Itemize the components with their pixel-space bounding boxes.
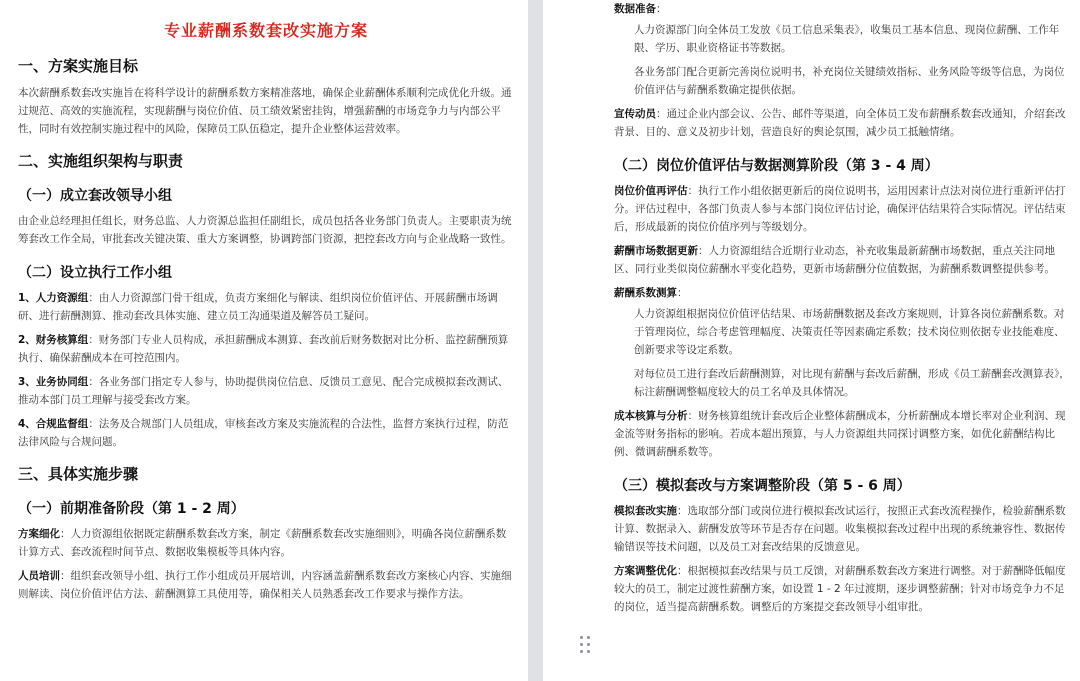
- item-key: 4、合规监督组: [18, 418, 89, 430]
- paragraph: 人力资源组根据岗位价值评估结果、市场薪酬数据及套改方案规则，计算各岗位薪酬系数。对于管理岗位，综合考虑管理幅度、决策责任等因素确定系数；技术岗位则依据专业技能难度、创新要求等设定系数。: [634, 308, 1065, 356]
- subsection-heading: （一）前期准备阶段（第 1 - 2 周）: [18, 501, 245, 517]
- list-item: [614, 502, 1070, 556]
- paragraph: 人力资源部门向全体员工发放《员工信息采集表》，收集员工基本信息、现岗位薪酬、工作年限、学历、职业资格证书等数据。: [634, 24, 1060, 54]
- list-item: [614, 182, 1070, 236]
- paragraph: 各业务部门配合更新完善岗位说明书，补充岗位关键绩效指标、业务风险等级等信息，为岗位价值评估与薪酬系数确定提供依据。: [634, 66, 1065, 96]
- subsection-heading: （二）设立执行工作小组: [18, 265, 172, 281]
- item-key: 薪酬系数测算: [614, 287, 677, 299]
- item-text: ：财务核算组统计套改后企业整体薪酬成本，分析薪酬成本增长率对企业利润、现金流等财务指标的影响。若成本超出预算，与人力资源组共同探讨调整方案，如优化薪酬结构比例、微调薪酬系数等。: [614, 410, 1066, 458]
- item-key: 方案细化: [18, 528, 60, 540]
- item-text: ：执行工作小组依据更新后的岗位说明书，运用因素计点法对岗位进行重新评估打分。评估过程中，各部门负责人参与本部门岗位评估讨论，确保评估结果符合实际情况。评估结束后，形成最新的岗位价值序列与等级划分。: [614, 185, 1066, 233]
- item-text: ：: [656, 3, 667, 15]
- paragraph: 由企业总经理担任组长，财务总监、人力资源总监担任副组长，成员包括各业务部门负责人。主要职责为统筹套改工作全局，审批套改关键决策、重大方案调整，协调跨部门资源，把控套改方向与企业战略一致性。: [18, 215, 512, 245]
- item-text: ：各业务部门指定专人参与，协助提供岗位信息、反馈员工意见、配合完成模拟套改测试、推动本部门员工理解与接受套改方案。: [18, 376, 509, 406]
- subsection-heading: （一）成立套改领导小组: [18, 188, 172, 204]
- list-item: [614, 242, 1070, 278]
- item-key: 2、财务核算组: [18, 334, 89, 346]
- item-key: 数据准备: [614, 3, 656, 15]
- item-key: 宣传动员: [614, 108, 656, 120]
- item-text: ：选取部分部门或岗位进行模拟套改试运行，按照正式套改流程操作，检验薪酬系数计算、数据录入、薪酬发放等环节是否存在问题。收集模拟套改过程中出现的系统兼容性、数据传输错误等技术问题，以及员工对套改结果的反馈意见。: [614, 505, 1066, 553]
- list-item: [18, 567, 514, 603]
- item-key: 成本核算与分析: [614, 410, 688, 422]
- list-item: [614, 407, 1070, 461]
- document-title: 专业薪酬系数套改实施方案: [163, 21, 368, 40]
- section-heading: 二、实施组织架构与职责: [18, 152, 184, 170]
- item-key: 1、人力资源组: [18, 292, 89, 304]
- item-text: ：根据模拟套改结果与员工反馈，对薪酬系数套改方案进行调整。对于薪酬降低幅度较大的员工，制定过渡性薪酬方案，如设置 1 - 2 年过渡期，逐步调整薪酬；针对市场竞争力不足的岗位，适当提高薪酬系数。调整后的方案提交套改领导小组审批。: [614, 565, 1066, 613]
- item-key: 人员培训: [18, 570, 60, 582]
- list-item: [18, 525, 514, 561]
- list-item: [18, 331, 514, 367]
- document-page-left: [0, 0, 528, 681]
- item-key: 薪酬市场数据更新: [614, 245, 698, 257]
- section-heading: 一、方案实施目标: [18, 57, 139, 75]
- item-text: ：组织套改领导小组、执行工作小组成员开展培训，内容涵盖薪酬系数套改方案核心内容、实施细则解读、岗位价值评估方法、薪酬测算工具使用等，确保相关人员熟悉套改工作要求与操作方法。: [18, 570, 512, 600]
- item-text: ：财务部门专业人员构成，承担薪酬成本测算、套改前后财务数据对比分析、监控薪酬预算执行、确保薪酬成本在可控范围内。: [18, 334, 509, 364]
- item-text: ：由人力资源部门骨干组成，负责方案细化与解读、组织岗位价值评估、开展薪酬市场调研、进行薪酬测算、推动套改具体实施、建立员工沟通渠道及解答员工疑问。: [18, 292, 498, 322]
- item-text: ：人力资源组结合近期行业动态，补充收集最新薪酬市场数据，重点关注同地区、同行业类似岗位薪酬水平变化趋势，更新市场薪酬分位值数据，为薪酬系数调整提供参考。: [614, 245, 1055, 275]
- list-item: [18, 289, 514, 325]
- list-item: [614, 562, 1070, 616]
- list-item: [614, 284, 1070, 302]
- item-key: 3、业务协同组: [18, 376, 89, 388]
- paragraph: 对每位员工进行套改后薪酬测算，对比现有薪酬与套改后薪酬，形成《员工薪酬套改测算表》，标注薪酬调整幅度较大的员工名单及具体情况。: [634, 368, 1070, 398]
- item-text: ：: [677, 287, 688, 299]
- list-item: [18, 415, 514, 451]
- item-text: ：通过企业内部会议、公告、邮件等渠道，向全体员工发布薪酬系数套改通知，介绍套改背景、目的、意义及初步计划，营造良好的舆论氛围，减少员工抵触情绪。: [614, 108, 1066, 138]
- item-key: 方案调整优化: [614, 565, 677, 577]
- drag-handle-icon[interactable]: [580, 636, 592, 654]
- list-item: [18, 373, 514, 409]
- subsection-heading: （二）岗位价值评估与数据测算阶段（第 3 - 4 周）: [614, 158, 939, 174]
- item-key: 岗位价值再评估: [614, 185, 688, 197]
- item-key: 模拟套改实施: [614, 505, 677, 517]
- page-gap: [528, 0, 543, 681]
- document-page-right: [543, 0, 1080, 681]
- item-text: ：法务及合规部门人员组成，审核套改方案及实施流程的合法性，监督方案执行过程，防范法律风险与合规问题。: [18, 418, 509, 448]
- list-item: [614, 105, 1070, 141]
- list-item: [614, 0, 1070, 18]
- paragraph: 本次薪酬系数套改实施旨在将科学设计的薪酬系数方案精准落地，确保企业薪酬体系顺利完成优化升级。通过规范、高效的实施流程，实现薪酬与岗位价值、员工绩效紧密挂钩，增强薪酬的市场竞争力与内部公平性，同时有效控制实施过程中的风险，保障员工队伍稳定，提升企业整体运营效率。: [18, 87, 512, 135]
- item-text: ：人力资源组依据既定薪酬系数套改方案，制定《薪酬系数套改实施细则》，明确各岗位薪酬系数计算方式、套改流程时间节点、数据收集模板等具体内容。: [18, 528, 507, 558]
- section-heading: 三、具体实施步骤: [18, 465, 139, 483]
- subsection-heading: （三）模拟套改与方案调整阶段（第 5 - 6 周）: [614, 478, 911, 494]
